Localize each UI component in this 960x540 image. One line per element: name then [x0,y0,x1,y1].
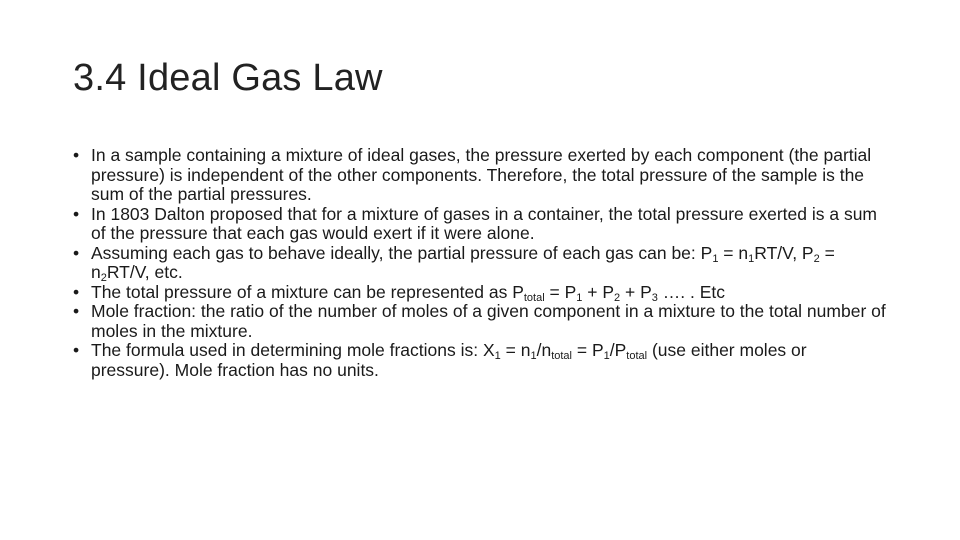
bullet-icon: • [73,145,80,165]
bullet-text: Mole fraction: the ratio of the number of moles of a given component in a mixture to the total number of moles in the mixture. [91,301,886,341]
bullet-item [73,341,888,380]
bullet-icon: • [73,242,80,263]
bullet-icon: • [73,281,80,302]
subscript: 2 [614,291,621,304]
subscript: 1 [748,252,755,265]
subscript: 1 [603,350,610,362]
text-segment: = P [544,281,577,302]
text-segment: RT/V, etc. [106,262,183,282]
subscript: 1 [576,291,583,304]
subscript: 1 [712,252,719,265]
text-segment: = n [500,340,531,360]
text-segment: = n [718,242,749,263]
subscript: total [551,350,572,362]
text-segment: The total pressure of a mixture can be represented as P [91,281,524,302]
text-segment: …. . Etc [657,281,726,302]
text-segment: = n [91,242,835,282]
subscript: 1 [530,350,537,362]
text-segment: The formula used in determining mole fractions is: X [91,340,495,360]
bullet-item [73,146,888,205]
bullet-text [91,282,725,302]
slide-title: 3.4 Ideal Gas Law [73,57,383,99]
bullet-item [73,244,888,283]
bullet-item [73,283,888,303]
text-segment: + P [620,281,652,302]
subscript: total [523,291,545,304]
subscript: total [626,350,648,362]
text-segment: + P [582,281,615,302]
text-segment: /P [609,340,627,360]
text-segment: (use either moles or pressure). Mole fraction has no units. [91,340,807,380]
text-segment: = P [572,340,604,360]
bullet-item [73,205,888,244]
bullet-text: In a sample containing a mixture of ideal gases, the pressure exerted by each component (the partial pressure) is independent of the other components. Therefore, the total pressure of the sample is the sum of the partial pressures. [91,145,872,204]
subscript: 2 [813,252,820,265]
bullet-icon: • [73,203,80,224]
bullet-icon: • [73,340,80,360]
bullet-text: In 1803 Dalton proposed that for a mixture of gases in a container, the total pressure exerted is a sum of the pressure that each gas would exert if it were alone. [91,203,878,243]
subscript: 3 [651,291,658,304]
text-segment: /n [536,340,552,360]
text-segment: RT/V, P [754,242,814,263]
subscript: 2 [100,272,107,284]
subscript: 1 [494,350,501,362]
bullet-item [73,302,888,341]
bullet-icon: • [73,301,80,321]
bullet-text [91,243,835,283]
text-segment: Assuming each gas to behave ideally, the partial pressure of each gas can be: P [91,242,713,263]
bullet-list [73,146,888,380]
bullet-text [91,340,807,380]
